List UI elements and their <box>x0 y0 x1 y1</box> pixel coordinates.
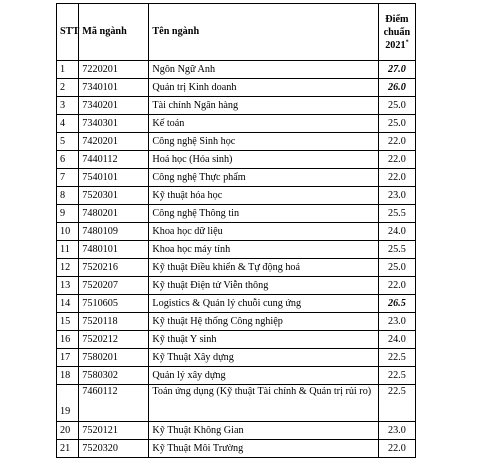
row-stt: 3 <box>57 97 79 115</box>
row-stt: 4 <box>57 115 79 133</box>
row-name: Công nghệ Thông tin <box>149 205 378 223</box>
table-row <box>57 187 416 205</box>
header-name: Tên ngành <box>149 4 378 61</box>
row-score: 22.0 <box>378 277 415 295</box>
row-name: Kỹ thuật Điều khiển & Tự động hoá <box>149 259 378 277</box>
row-score: 22.5 <box>378 349 415 367</box>
row-stt: 1 <box>57 61 79 79</box>
header-score-footnote-mark: * <box>405 39 409 46</box>
row-name: Kỹ thuật Hệ thống Công nghiệp <box>149 313 378 331</box>
row-stt: 13 <box>57 277 79 295</box>
header-score-line2: chuẩn <box>383 26 411 38</box>
row-stt: 11 <box>57 241 79 259</box>
row-code: 7520320 <box>79 440 149 458</box>
row-code: 7580302 <box>79 367 149 385</box>
header-score-line1: Điểm <box>385 13 409 25</box>
table-row <box>57 277 416 295</box>
row-code: 7540101 <box>79 169 149 187</box>
row-stt: 10 <box>57 223 79 241</box>
row-code: 7520301 <box>79 187 149 205</box>
row-score: 25.0 <box>378 97 415 115</box>
row-stt: 14 <box>57 295 79 313</box>
row-code: 7520212 <box>79 331 149 349</box>
table-row <box>57 422 416 440</box>
row-name: Công nghệ Sinh học <box>149 133 378 151</box>
row-name: Kỹ thuật Điện tử Viễn thông <box>149 277 378 295</box>
row-name: Quản lý xây dựng <box>149 367 378 385</box>
table-row <box>57 349 416 367</box>
row-name: Kỹ thuật hóa học <box>149 187 378 205</box>
row-name: Tài chính Ngân hàng <box>149 97 378 115</box>
row-stt: 5 <box>57 133 79 151</box>
row-score: 22.0 <box>378 169 415 187</box>
row-name: Kế toán <box>149 115 378 133</box>
row-name: Kỹ Thuật Môi Trường <box>149 440 378 458</box>
table-row <box>57 241 416 259</box>
row-score: 26.0 <box>378 79 415 97</box>
row-code: 7340301 <box>79 115 149 133</box>
row-name: Khoa học dữ liệu <box>149 223 378 241</box>
row-code: 7510605 <box>79 295 149 313</box>
header-stt: STT <box>57 4 79 61</box>
row-code: 7460112 <box>79 385 149 422</box>
table-row <box>57 79 416 97</box>
row-name: Toán ứng dụng (Kỹ thuật Tài chính & Quản trị rủi ro) <box>149 385 378 422</box>
row-code: 7520118 <box>79 313 149 331</box>
table-row <box>57 205 416 223</box>
row-name: Kỹ Thuật Không Gian <box>149 422 378 440</box>
row-score: 22.0 <box>378 440 415 458</box>
row-code: 7480201 <box>79 205 149 223</box>
row-stt: 2 <box>57 79 79 97</box>
row-stt: 15 <box>57 313 79 331</box>
row-score: 22.0 <box>378 151 415 169</box>
row-code: 7480109 <box>79 223 149 241</box>
row-code: 7340101 <box>79 79 149 97</box>
row-score: 23.0 <box>378 313 415 331</box>
table-row <box>57 259 416 277</box>
table-row <box>57 385 416 422</box>
row-code: 7580201 <box>79 349 149 367</box>
row-name: Kỹ Thuật Xây dựng <box>149 349 378 367</box>
row-name: Kỹ thuật Y sinh <box>149 331 378 349</box>
row-code: 7520207 <box>79 277 149 295</box>
row-code: 7520216 <box>79 259 149 277</box>
row-code: 7220201 <box>79 61 149 79</box>
table-row <box>57 115 416 133</box>
table-row <box>57 169 416 187</box>
row-name: Logistics & Quản lý chuỗi cung ứng <box>149 295 378 313</box>
header-score <box>378 4 415 61</box>
row-stt: 6 <box>57 151 79 169</box>
table-row <box>57 223 416 241</box>
table-row <box>57 133 416 151</box>
header-score-line3: 2021 <box>385 39 406 51</box>
row-name: Hoá học (Hóa sinh) <box>149 151 378 169</box>
row-code: 7520121 <box>79 422 149 440</box>
row-code: 7340201 <box>79 97 149 115</box>
row-stt: 21 <box>57 440 79 458</box>
table-row <box>57 331 416 349</box>
row-name: Khoa học máy tính <box>149 241 378 259</box>
row-code: 7440112 <box>79 151 149 169</box>
table-row <box>57 97 416 115</box>
row-score: 26.5 <box>378 295 415 313</box>
row-score: 25.0 <box>378 115 415 133</box>
table-row <box>57 313 416 331</box>
table-row <box>57 295 416 313</box>
row-score: 22.5 <box>378 367 415 385</box>
row-stt: 17 <box>57 349 79 367</box>
table-row <box>57 151 416 169</box>
row-stt: 19 <box>57 385 79 422</box>
row-score: 23.0 <box>378 422 415 440</box>
row-score: 22.5 <box>378 385 415 422</box>
row-score: 27.0 <box>378 61 415 79</box>
row-score: 23.0 <box>378 187 415 205</box>
row-stt: 7 <box>57 169 79 187</box>
row-name: Công nghệ Thực phẩm <box>149 169 378 187</box>
row-name: Quản trị Kinh doanh <box>149 79 378 97</box>
row-stt: 18 <box>57 367 79 385</box>
table-row <box>57 367 416 385</box>
header-row <box>57 4 416 61</box>
row-code: 7480101 <box>79 241 149 259</box>
row-score: 24.0 <box>378 331 415 349</box>
row-score: 22.0 <box>378 133 415 151</box>
row-score: 25.5 <box>378 241 415 259</box>
table-row <box>57 61 416 79</box>
row-stt: 12 <box>57 259 79 277</box>
row-score: 24.0 <box>378 223 415 241</box>
row-stt: 20 <box>57 422 79 440</box>
row-code: 7420201 <box>79 133 149 151</box>
row-score: 25.5 <box>378 205 415 223</box>
row-name: Ngôn Ngữ Anh <box>149 61 378 79</box>
row-stt: 16 <box>57 331 79 349</box>
table-row <box>57 440 416 458</box>
table-body <box>57 61 416 458</box>
row-stt: 9 <box>57 205 79 223</box>
header-code: Mã ngành <box>79 4 149 61</box>
row-score: 25.0 <box>378 259 415 277</box>
admission-scores-table <box>56 3 416 458</box>
row-stt: 8 <box>57 187 79 205</box>
